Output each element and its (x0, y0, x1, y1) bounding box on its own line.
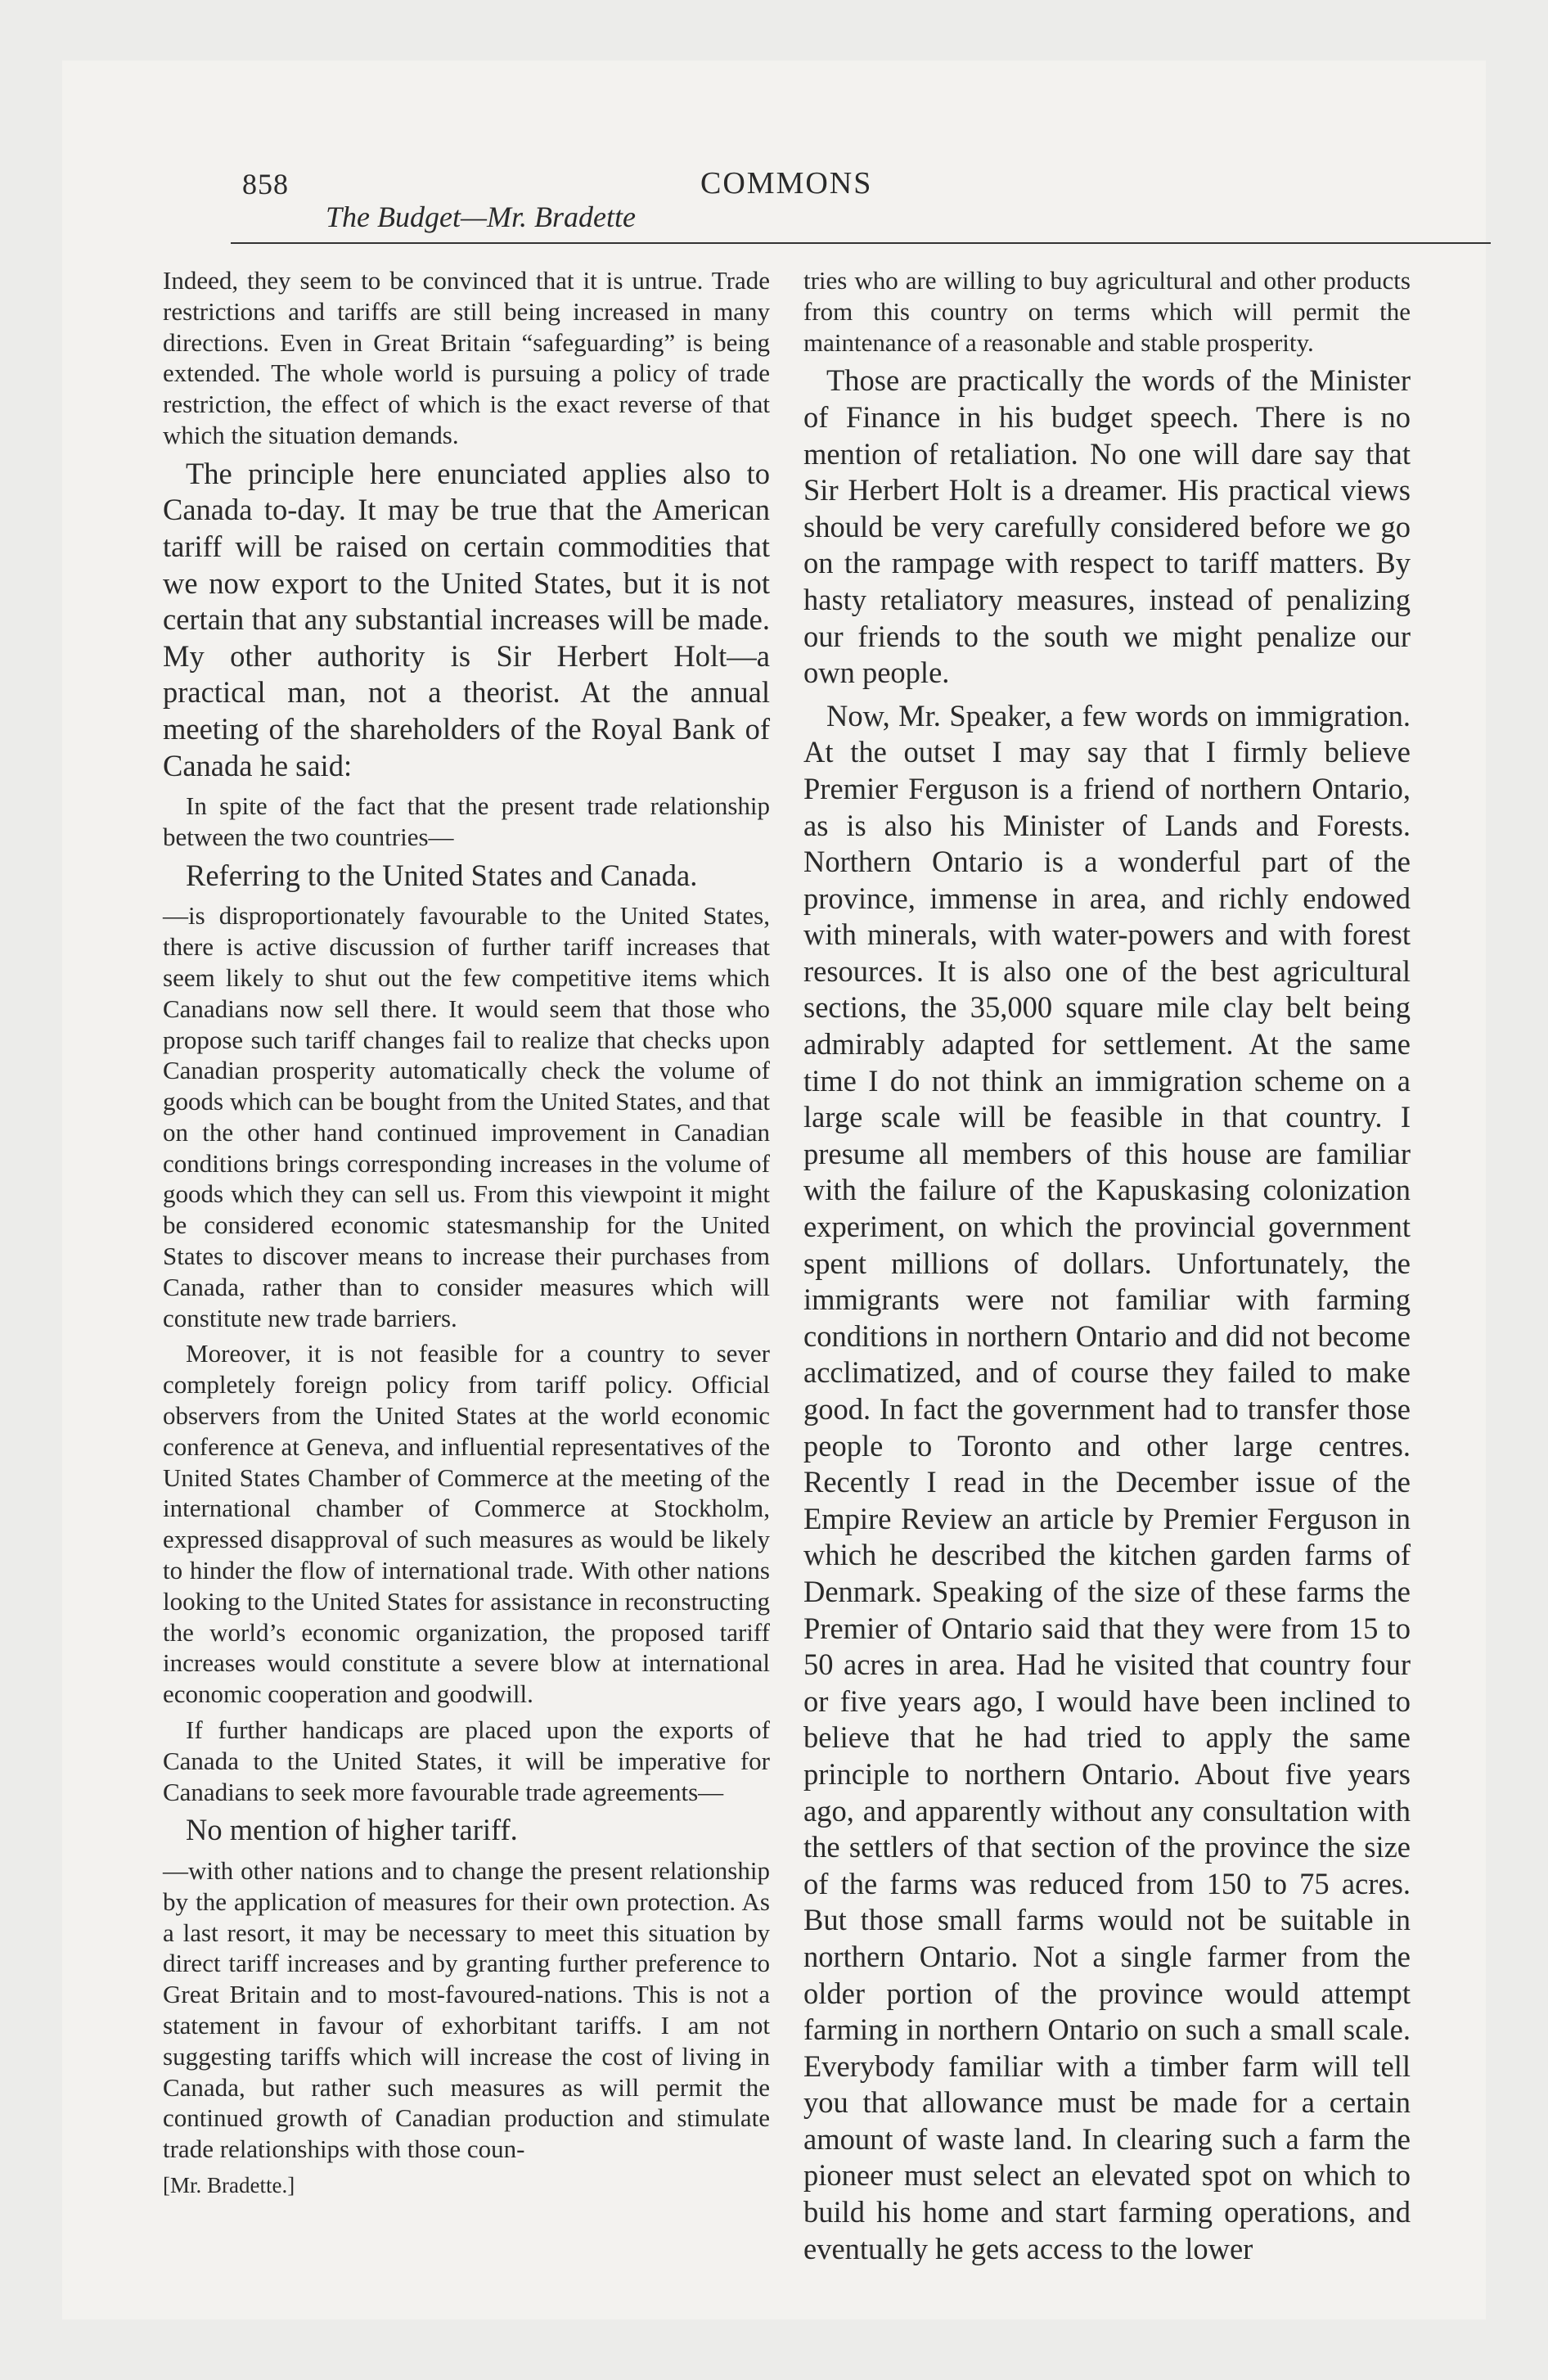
body-paragraph: The principle here enunciated applies also to Canada to-day. It may be true that the American tariff will be raised on certain commodities that we now export to the United States, but it is not certain that any substantial increases will be made. My other authority is Sir Herbert Holt—a practical man, not a theorist. At the annual meeting of the shareholders of the Royal Bank of Canada he said: (163, 456, 770, 782)
quote-paragraph: Moreover, it is not feasible for a country to sever completely foreign policy from tariff policy. Official observers from the United States at the world economic conference at Geneva, and influential representatives of the United States Chamber of Commerce at the meeting of the international chamber of Commerce at Stockholm, expressed disapproval of such measures as would be likely to hinder the flow of international trade. With other nations looking to the United States for assistance in reconstructing the world’s economic organization, the proposed tariff increases would constitute a severe blow at international economic cooperation and goodwill. (163, 1339, 770, 1709)
left-column (163, 265, 770, 2198)
header-rule (231, 242, 1491, 244)
body-paragraph: Now, Mr. Speaker, a few words on immigration. At the outset I may say that I firmly believe Premier Ferguson is a friend of northern Ontario, as is also his Minister of Lands and Forests. Northern Ontario is a wonderful part of the province, immense in area, and richly endowed with minerals, with water-powers and with forest resources. It is also one of the best agricultural sections, the 35,000 square mile clay belt being admirably adapted for settlement. At the same time I do not think an immigration scheme on a large scale will be feasible in that country. I presume all members of this house are familiar with the failure of the Kapuskasing colonization experiment, on which the provincial government spent millions of dollars. Unfortunately, the immigrants were not familiar with farming conditions in northern Ontario and did not become acclimatized, and of course they failed to make good. In fact the government had to transfer those people to Toronto and other large centres. Recently I read in the December issue of the Empire Review an article by Premier Ferguson in which he described the kitchen garden farms of Denmark. Speaking of the size of these farms the Premier of Ontario said that they were from 15 to 50 acres in area. Had he visited that country four or five years ago, I would have been inclined to believe that he had tried to apply the same principle to northern Ontario. About five years ago, and apparently without any consultation with the settlers of that section of the province the size of the farms was reduced from 150 to 75 acres. But those small farms would not be suitable in northern Ontario. Not a single farmer from the older portion of the province would attempt farming in northern Ontario on such a small scale. Everybody familiar with a timber farm will tell you that allowance must be made for a certain amount of waste land. In clearing such a farm the pioneer must select an elevated spot on which to build his home and start farming operations, and eventually he gets access to the lower (803, 698, 1411, 2265)
speaker-signature: [Mr. Bradette.] (163, 2172, 295, 2197)
body-paragraph: Those are practically the words of the Minister of Finance in his budget speech. There is no mention of retaliation. No one will dare say that Sir Herbert Holt is a dreamer. His practical views should be very carefully considered before we go on the rampage with respect to tariff matters. By hasty retaliatory measures, instead of penalizing our friends to the south we might penalize our own people. (803, 363, 1411, 690)
quote-paragraph: If further handicaps are placed upon the exports of Canada to the United States, it will be imperative for Canadians to seek more favourable trade agreements— (163, 1715, 770, 1806)
right-column (803, 265, 1411, 2274)
interjection-paragraph: No mention of higher tariff. (186, 1813, 518, 1847)
page-number: 858 (242, 168, 289, 201)
page (62, 61, 1486, 2319)
quote-paragraph: tries who are willing to buy agricultural and other products from this country on terms which will permit the maintenance of a reasonable and stable prosperity. (803, 266, 1411, 357)
chamber-title: COMMONS (700, 166, 873, 201)
quote-paragraph: Indeed, they seem to be convinced that it is untrue. Trade restrictions and tariffs are still being increased in many directions. Even in Great Britain “safeguarding” is being extended. The whole world is pursuing a policy of trade restriction, the effect of which is the exact reverse of that which the situation demands. (163, 266, 770, 449)
running-title: The Budget—Mr. Bradette (326, 201, 636, 233)
quote-paragraph: —is disproportionately favourable to the United States, there is active discussion of further tariff increases that seem likely to shut out the few competitive items which Canadians now sell there. It would seem that those who propose such tariff changes fail to realize that checks upon Canadian prosperity automatically check the volume of goods which can be bought from the United States, and that on the other hand continued improvement in Canadian conditions brings corresponding increases in the volume of goods which they can sell us. From this viewpoint it might be considered economic statesmanship for the United States to discover means to increase their purchases from Canada, rather than to consider measures which will constitute new trade barriers. (163, 901, 770, 1332)
quote-paragraph: In spite of the fact that the present trade relationship between the two countries— (163, 791, 770, 851)
quote-paragraph: —with other nations and to change the present relationship by the application of measures for their own protection. As a last resort, it may be necessary to meet this situation by direct tariff increases and by granting further preference to Great Britain and to most-favoured-nations. This is not a statement in favour of exhorbitant tariffs. I am not suggesting tariffs which will increase the cost of living in Canada, but rather such measures as will permit the continued growth of Canadian production and stimulate trade relationships with those coun- (163, 1856, 770, 2164)
interjection-paragraph: Referring to the United States and Canada. (186, 858, 698, 892)
